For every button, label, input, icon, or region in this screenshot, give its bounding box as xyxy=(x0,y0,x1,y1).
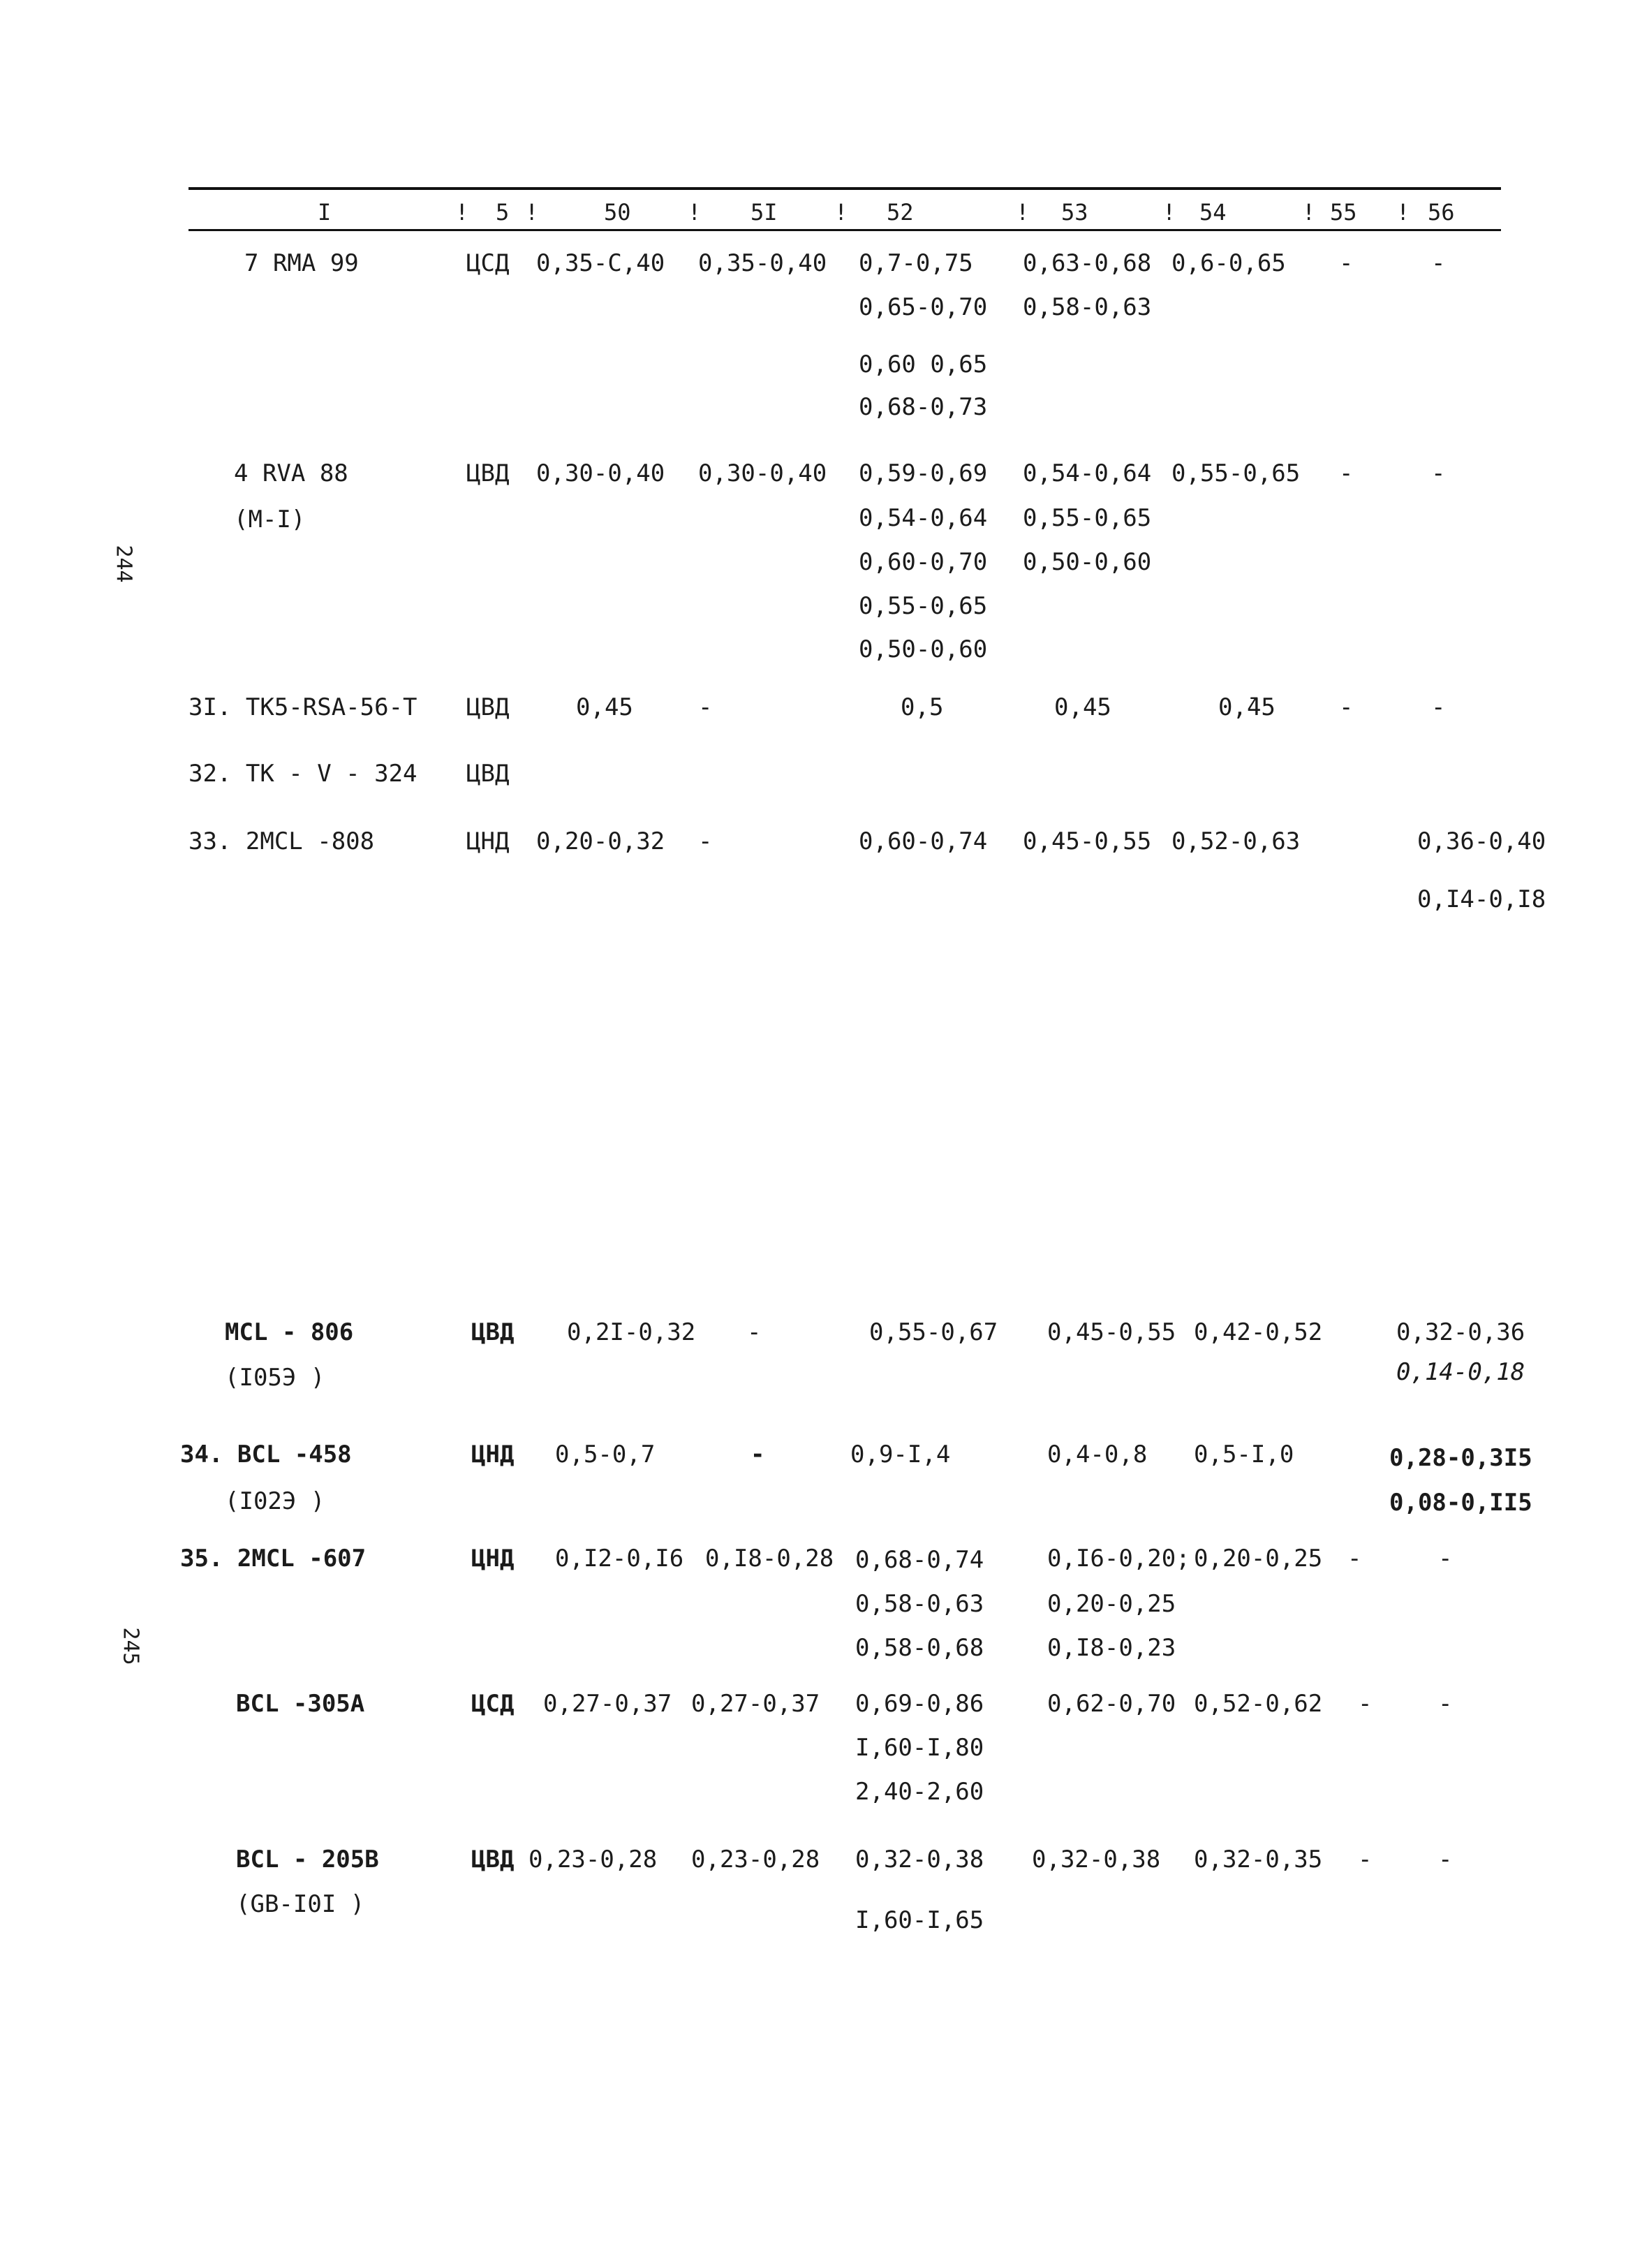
cell-53: 0,54-0,64 xyxy=(1023,459,1152,487)
cell-55: - xyxy=(1358,1846,1373,1873)
row-name: 34. BCL -458 xyxy=(180,1441,352,1468)
cell-53: 0,20-0,25 xyxy=(1047,1590,1176,1618)
row-name: BCL - 205B xyxy=(236,1846,379,1873)
row-type: ЦВД xyxy=(466,760,510,788)
col-header-53: 53 xyxy=(1061,199,1088,226)
col-sep: ! xyxy=(525,199,539,226)
cell-52: I,60-I,65 xyxy=(855,1906,984,1934)
cell-54: 0,20-0,25 xyxy=(1194,1545,1323,1573)
cell-52: 0,69-0,86 xyxy=(855,1690,984,1718)
cell-54: 0,32-0,35 xyxy=(1194,1846,1323,1873)
cell-52: 0,59-0,69 xyxy=(859,459,988,487)
cell-56: - xyxy=(1438,1545,1453,1573)
cell-50: 0,30-0,40 xyxy=(536,459,665,487)
row-sub: (GB-I0I ) xyxy=(236,1890,365,1918)
row-sub: (I02Э ) xyxy=(225,1487,325,1515)
cell-56: - xyxy=(1431,249,1446,277)
row-name: 4 RVA 88 xyxy=(234,459,348,487)
row-sub: (I05Э ) xyxy=(225,1364,325,1392)
header-bottom-rule xyxy=(188,229,1501,231)
cell-51: 0,I8-0,28 xyxy=(705,1545,834,1573)
col-header-51: 5I xyxy=(750,199,778,226)
col-sep: ! xyxy=(1302,199,1316,226)
cell-54: 0,5-I,0 xyxy=(1194,1441,1294,1468)
row-type: ЦВД xyxy=(471,1318,515,1346)
cell-55: - xyxy=(1347,1545,1362,1573)
col-sep: ! xyxy=(834,199,848,226)
cell-50: 0,5-0,7 xyxy=(555,1441,656,1468)
row-name: 7 RMA 99 xyxy=(244,249,359,277)
cell-50: 0,I2-0,I6 xyxy=(555,1545,684,1573)
cell-52: 2,40-2,60 xyxy=(855,1778,984,1806)
row-type: ЦВД xyxy=(466,459,510,487)
col-header-1: I xyxy=(318,199,332,226)
header-top-rule xyxy=(188,187,1501,190)
cell-54: 0,6-0,65 xyxy=(1171,249,1286,277)
cell-52: 0,65-0,70 xyxy=(859,293,988,321)
row-type: ЦСД xyxy=(471,1690,515,1718)
cell-56: - xyxy=(1438,1846,1453,1873)
row-name: 33. 2MCL -808 xyxy=(188,827,375,855)
cell-52: 0,9-I,4 xyxy=(850,1441,951,1468)
cell-56: 0,32-0,36 xyxy=(1396,1318,1525,1346)
cell-56: 0,36-0,40 xyxy=(1417,827,1546,855)
cell-51: 0,27-0,37 xyxy=(691,1690,820,1718)
row-type: ЦВД xyxy=(466,693,510,721)
page-number-bottom: 245 xyxy=(118,1627,143,1665)
row-type: ЦСД xyxy=(466,249,510,277)
col-header-52: 52 xyxy=(887,199,914,226)
cell-55: - xyxy=(1339,459,1354,487)
cell-50: 0,45 xyxy=(576,693,633,721)
cell-50: 0,20-0,32 xyxy=(536,827,665,855)
row-name: 32. TK - V - 324 xyxy=(188,760,417,788)
col-header-56: 56 xyxy=(1428,199,1455,226)
cell-54: 0,55-0,65 xyxy=(1171,459,1301,487)
row-name: 35. 2MCL -607 xyxy=(180,1545,367,1573)
cell-51: - xyxy=(750,1441,765,1468)
row-name: BCL -305A xyxy=(236,1690,365,1718)
cell-55: - xyxy=(1339,693,1354,721)
cell-52: 0,68-0,73 xyxy=(859,393,988,421)
cell-53: 0,32-0,38 xyxy=(1032,1846,1161,1873)
cell-52: 0,54-0,64 xyxy=(859,504,988,532)
col-header-54: 54 xyxy=(1199,199,1227,226)
cell-52: 0,50-0,60 xyxy=(859,635,988,663)
cell-56: - xyxy=(1438,1690,1453,1718)
row-type: ЦВД xyxy=(471,1846,515,1873)
cell-52: 0,60-0,70 xyxy=(859,548,988,576)
cell-53: 0,I8-0,23 xyxy=(1047,1634,1176,1662)
cell-54: 0,52-0,62 xyxy=(1194,1690,1323,1718)
cell-53: 0,I6-0,20; xyxy=(1047,1545,1190,1573)
cell-51: - xyxy=(698,693,713,721)
cell-52: 0,58-0,68 xyxy=(855,1634,984,1662)
col-header-5: 5 xyxy=(496,199,510,226)
cell-51: 0,30-0,40 xyxy=(698,459,827,487)
cell-50: 0,35-С,40 xyxy=(536,249,665,277)
cell-50: 0,2I-0,32 xyxy=(567,1318,696,1346)
cell-52: 0,5 xyxy=(901,693,944,721)
cell-53: 0,45-0,55 xyxy=(1047,1318,1176,1346)
cell-53: 0,58-0,63 xyxy=(1023,293,1152,321)
cell-52: 0,68-0,74 xyxy=(855,1546,984,1574)
col-sep: ! xyxy=(455,199,469,226)
cell-52: 0,55-0,67 xyxy=(869,1318,998,1346)
cell-53: 0,50-0,60 xyxy=(1023,548,1152,576)
cell-54: 0,52-0,63 xyxy=(1171,827,1301,855)
row-name: MCL - 806 xyxy=(225,1318,354,1346)
cell-53: 0,63-0,68 xyxy=(1023,249,1152,277)
col-sep: ! xyxy=(1016,199,1030,226)
cell-56: 0,08-0,II5 xyxy=(1389,1489,1532,1517)
cell-52: I,60-I,80 xyxy=(855,1734,984,1762)
cell-53: 0,62-0,70 xyxy=(1047,1690,1176,1718)
cell-56: - xyxy=(1431,693,1446,721)
cell-52: 0,60-0,74 xyxy=(859,827,988,855)
cell-52: 0,32-0,38 xyxy=(855,1846,984,1873)
cell-55: - xyxy=(1358,1690,1373,1718)
col-sep: ! xyxy=(688,199,702,226)
cell-51: 0,23-0,28 xyxy=(691,1846,820,1873)
row-type: ЦНД xyxy=(471,1545,515,1573)
row-type: ЦНД xyxy=(471,1441,515,1468)
row-sub: (M-I) xyxy=(234,506,306,533)
col-header-50: 50 xyxy=(604,199,631,226)
cell-53: 0,55-0,65 xyxy=(1023,504,1152,532)
cell-52: 0,55-0,65 xyxy=(859,592,988,620)
cell-55: - xyxy=(1339,249,1354,277)
col-sep: ! xyxy=(1162,199,1176,226)
cell-51: 0,35-0,40 xyxy=(698,249,827,277)
cell-53: 0,45 xyxy=(1054,693,1111,721)
cell-56: 0,14-0,18 xyxy=(1396,1358,1525,1386)
cell-52: 0,60 0,65 xyxy=(859,351,988,378)
cell-52: 0,58-0,63 xyxy=(855,1590,984,1618)
row-name: 3I. TK5-RSA-56-T xyxy=(188,693,417,721)
col-header-55: 55 xyxy=(1330,199,1357,226)
cell-54: 0,42-0,52 xyxy=(1194,1318,1323,1346)
page-number-top: 244 xyxy=(111,545,136,583)
col-sep: ! xyxy=(1396,199,1410,226)
cell-52: 0,7-0,75 xyxy=(859,249,973,277)
cell-56: 0,28-0,3I5 xyxy=(1389,1444,1532,1472)
cell-51: - xyxy=(747,1318,762,1346)
cell-56: 0,I4-0,I8 xyxy=(1417,885,1546,913)
cell-53: 0,4-0,8 xyxy=(1047,1441,1148,1468)
cell-56: - xyxy=(1431,459,1446,487)
cell-51: - xyxy=(698,827,713,855)
row-type: ЦНД xyxy=(466,827,510,855)
cell-54: 0,̄45 xyxy=(1218,693,1275,721)
cell-50: 0,23-0,28 xyxy=(528,1846,658,1873)
cell-50: 0,27-0,37 xyxy=(543,1690,672,1718)
cell-53: 0,45-0,55 xyxy=(1023,827,1152,855)
